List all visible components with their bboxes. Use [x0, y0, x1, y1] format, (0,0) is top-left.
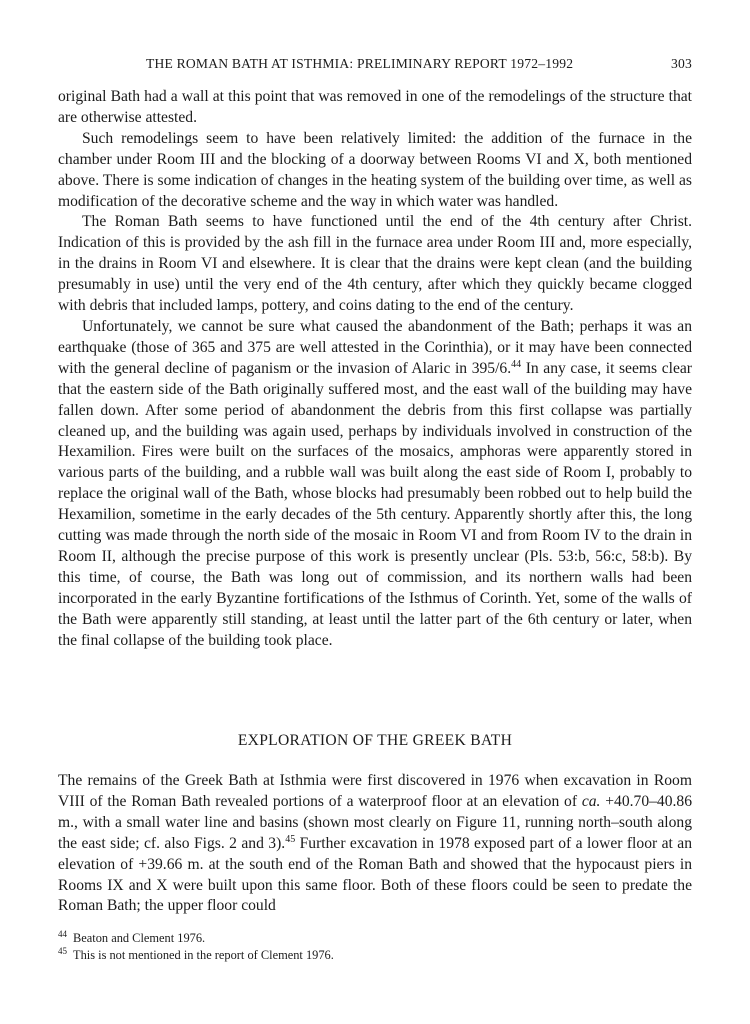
page-number: 303 [671, 56, 692, 71]
footnote-44: 44 Beaton and Clement 1976. [58, 929, 206, 945]
section-heading: EXPLORATION OF THE GREEK BATH [237, 732, 513, 749]
footnote-ref-45[interactable]: 45 [285, 833, 296, 845]
footnotes [58, 930, 692, 963]
paragraph-2: Such remodelings seem to have been relatively limited: the addition of the furnace in the chamber under Room III and the blocking of a doorway between Rooms VI and X, both mentioned above. There is some indication of changes in the heating system of the building over time, as well as modification of the decorative scheme and the way in which water was handled. [58, 129, 692, 210]
paragraph-5-text-c: Further excavation in 1978 exposed part of a lower floor at an elevation of +39.66 m. at the south end of the Roman Bath and showed that the hypocaust piers in Rooms IX and X were built upon this same floor. Both of these floors could be seen to predate the Roman Bath; the upper floor could [58, 834, 692, 915]
paragraph-3: The Roman Bath seems to have functioned until the end of the 4th century after Christ. Indication of this is provided by the ash fill in the furnace area under Room III and, more especially, in the drains in Room VI and elsewhere. It is clear that the drains were kept clean (and the building presumably in use) until the very end of the 4th century, after which they quickly became clogged with debris that included lamps, pottery, and coins dating to the end of the century. [58, 213, 692, 315]
paragraph-5 [58, 771, 692, 917]
paragraph-4 [58, 317, 692, 652]
paragraph-1: original Bath had a wall at this point that was removed in one of the remodelings of the structure that are otherwise attested. [58, 88, 692, 126]
footnote-ref-44[interactable]: 44 [511, 358, 522, 370]
body-text-roman-bath [58, 87, 692, 651]
footnote-45: 45 This is not mentioned in the report of Clement 1976. [58, 945, 334, 962]
running-header [58, 56, 692, 76]
running-title: THE ROMAN BATH AT ISTHMIA: PRELIMINARY REPORT 1972–1992 [146, 56, 574, 71]
body-text-greek-bath [58, 771, 692, 917]
footnote-text: This is not mentioned in the report of Clement 1976. [73, 947, 334, 962]
paragraph-5-text-a: The remains of the Greek Bath at Isthmia were first discovered in 1976 when excavation in Room VIII of the Roman Bath revealed portions of a waterproof floor at an elevation of [58, 772, 692, 810]
paragraph-5-ca: ca. [581, 792, 601, 810]
footnote-text: Beaton and Clement 1976. [73, 931, 206, 945]
paragraph-4-text-a: Unfortunately, we cannot be sure what caused the abandonment of the Bath; perhaps it was an earthquake (those of 365 and 375 are well attested in the Corinthia), or it may have been connected with the general decline of paganism or the invasion of Alaric in 395/6. [58, 317, 692, 377]
document-page [58, 0, 692, 1024]
paragraph-4-text-b: In any case, it seems clear that the eastern side of the Bath originally suffered most, and the east wall of the building may have fallen down. After some period of abandonment the debris from this first collapse was partially cleaned up, and the building was again used, perhaps by individuals involved in construction of the Hexamilion. Fires were built on the surfaces of the mosaics, amphoras were apparently stored in various parts of the building, and a rubble wall was built along the east side of Room I, probably to replace the original wall of the Bath, whose blocks had presumably been robbed out to help build the Hexamilion, sometime in the early decades of the 5th century. Apparently shortly after this, the long cutting was made through the north side of the mosaic in Room VI and from Room IV to the drain in Room II, although the precise purpose of this work is presently unclear (Pls. 53:b, 56:c, 58:b). By this time, of course, the Bath was long out of commission, and its northern walls had been incorporated in the early Byzantine fortifications of the Isthmus of Corinth. Yet, some of the walls of the Bath were apparently still standing, at least until the latter part of the 6th century or later, when the final collapse of the building took place. [58, 359, 692, 649]
paragraph-5-text-b: +40.70–40.86 m., with a small water line and basins (shown most clearly on Figure 11, running north–south along the east side; cf. also Figs. 2 and 3). [58, 792, 693, 852]
